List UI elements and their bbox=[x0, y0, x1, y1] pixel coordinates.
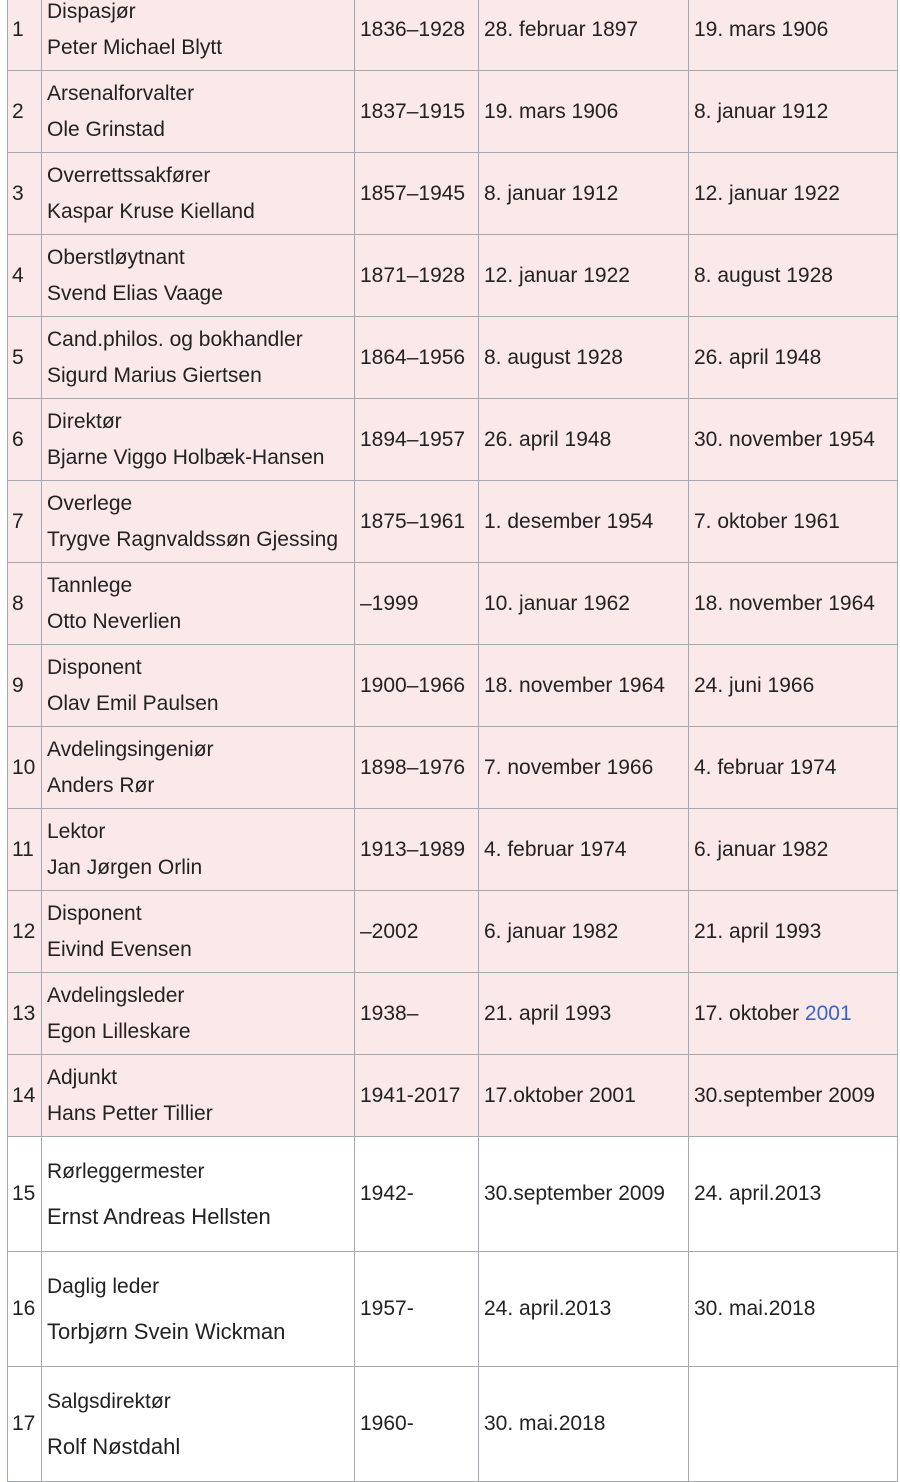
term-start: 30. mai.2018 bbox=[479, 1367, 689, 1482]
term-end-text: 19. mars 1906 bbox=[694, 17, 829, 41]
term-end bbox=[689, 317, 898, 399]
person-title: Salgsdirektør bbox=[47, 1390, 171, 1413]
term-start: 1. desember 1954 bbox=[479, 481, 689, 563]
term-end bbox=[689, 645, 898, 727]
row-number: 9 bbox=[8, 645, 42, 727]
person-cell bbox=[42, 1055, 355, 1137]
person-title: Rørleggermester bbox=[47, 1160, 205, 1183]
term-end bbox=[689, 1137, 898, 1252]
person-title: Overrettssakfører bbox=[47, 164, 211, 187]
person-cell bbox=[42, 809, 355, 891]
person-cell bbox=[42, 1252, 355, 1367]
life-years: –1999 bbox=[355, 563, 479, 645]
person-name: Egon Lilleskare bbox=[47, 1020, 191, 1043]
row-number: 2 bbox=[8, 71, 42, 153]
row-number: 15 bbox=[8, 1137, 42, 1252]
person-title: Overlege bbox=[47, 492, 133, 515]
table-row bbox=[8, 891, 898, 973]
term-start: 8. januar 1912 bbox=[479, 153, 689, 235]
person-cell bbox=[42, 153, 355, 235]
term-end-text: 18. november 1964 bbox=[694, 591, 875, 615]
row-number: 8 bbox=[8, 563, 42, 645]
life-years: 1938– bbox=[355, 973, 479, 1055]
row-number: 16 bbox=[8, 1252, 42, 1367]
row-number: 11 bbox=[8, 809, 42, 891]
row-number: 1 bbox=[8, 0, 42, 71]
table-row bbox=[8, 563, 898, 645]
term-end bbox=[689, 0, 898, 71]
table-row bbox=[8, 645, 898, 727]
term-end-text: 17. oktober bbox=[694, 1001, 805, 1025]
table-row bbox=[8, 317, 898, 399]
table-row bbox=[8, 1137, 898, 1252]
term-end-text: 8. januar 1912 bbox=[694, 99, 829, 123]
row-number: 10 bbox=[8, 727, 42, 809]
term-end bbox=[689, 1252, 898, 1367]
term-start: 8. august 1928 bbox=[479, 317, 689, 399]
person-name: Eivind Evensen bbox=[47, 938, 192, 961]
table-row bbox=[8, 235, 898, 317]
person-title: Disponent bbox=[47, 656, 142, 679]
table-row bbox=[8, 809, 898, 891]
term-end-text: 30.september 2009 bbox=[694, 1083, 875, 1107]
person-name: Ole Grinstad bbox=[47, 118, 165, 141]
person-cell bbox=[42, 235, 355, 317]
person-title: Arsenalforvalter bbox=[47, 82, 195, 105]
person-name: Kaspar Kruse Kielland bbox=[47, 200, 255, 223]
table-row bbox=[8, 973, 898, 1055]
term-end-text: 6. januar 1982 bbox=[694, 837, 829, 861]
person-name: Svend Elias Vaage bbox=[47, 282, 223, 305]
row-number: 6 bbox=[8, 399, 42, 481]
life-years: 1894–1957 bbox=[355, 399, 479, 481]
table-row bbox=[8, 1367, 898, 1482]
person-title: Direktør bbox=[47, 410, 122, 433]
term-end bbox=[689, 399, 898, 481]
term-start: 17.oktober 2001 bbox=[479, 1055, 689, 1137]
person-title: Cand.philos. og bokhandler bbox=[47, 328, 303, 351]
table-row bbox=[8, 153, 898, 235]
term-end bbox=[689, 1055, 898, 1137]
term-end bbox=[689, 1367, 898, 1482]
life-years: –2002 bbox=[355, 891, 479, 973]
person-name: Torbjørn Svein Wickman bbox=[47, 1319, 286, 1344]
term-end bbox=[689, 235, 898, 317]
term-end bbox=[689, 809, 898, 891]
person-name: Jan Jørgen Orlin bbox=[47, 856, 203, 879]
person-name: Sigurd Marius Giertsen bbox=[47, 364, 262, 387]
term-end-text: 12. januar 1922 bbox=[694, 181, 840, 205]
person-title: Avdelingsingeniør bbox=[47, 738, 214, 761]
person-name: Peter Michael Blytt bbox=[47, 36, 223, 59]
term-end bbox=[689, 973, 898, 1055]
term-start: 12. januar 1922 bbox=[479, 235, 689, 317]
term-start: 28. februar 1897 bbox=[479, 0, 689, 71]
table-row bbox=[8, 1252, 898, 1367]
term-end bbox=[689, 891, 898, 973]
term-end-text: 24. juni 1966 bbox=[694, 673, 815, 697]
table-body bbox=[8, 0, 898, 1482]
term-end bbox=[689, 563, 898, 645]
person-name: Rolf Nøstdahl bbox=[47, 1434, 181, 1459]
life-years: 1837–1915 bbox=[355, 71, 479, 153]
life-years: 1875–1961 bbox=[355, 481, 479, 563]
row-number: 17 bbox=[8, 1367, 42, 1482]
term-end-text: 30. mai.2018 bbox=[694, 1297, 816, 1320]
person-name: Hans Petter Tillier bbox=[47, 1102, 213, 1125]
life-years: 1941-2017 bbox=[355, 1055, 479, 1137]
row-number: 14 bbox=[8, 1055, 42, 1137]
year-link[interactable]: 2001 bbox=[804, 1001, 852, 1025]
life-years: 1864–1956 bbox=[355, 317, 479, 399]
person-title: Avdelingsleder bbox=[47, 984, 185, 1007]
term-end-text: 21. april 1993 bbox=[694, 919, 822, 943]
term-end bbox=[689, 727, 898, 809]
person-title: Oberstløytnant bbox=[47, 246, 185, 269]
person-cell bbox=[42, 1367, 355, 1482]
table-row bbox=[8, 71, 898, 153]
person-title: Lektor bbox=[47, 820, 106, 843]
life-years: 1836–1928 bbox=[355, 0, 479, 71]
person-title: Tannlege bbox=[47, 574, 133, 597]
term-start: 26. april 1948 bbox=[479, 399, 689, 481]
person-cell bbox=[42, 1137, 355, 1252]
row-number: 3 bbox=[8, 153, 42, 235]
term-start: 7. november 1966 bbox=[479, 727, 689, 809]
officeholders-table bbox=[7, 0, 898, 1482]
term-start: 6. januar 1982 bbox=[479, 891, 689, 973]
term-end-text: 26. april 1948 bbox=[694, 345, 822, 369]
person-name: Trygve Ragnvaldssøn Gjessing bbox=[47, 528, 339, 551]
term-end-text: 7. oktober 1961 bbox=[694, 509, 840, 533]
person-cell bbox=[42, 0, 355, 71]
person-cell bbox=[42, 399, 355, 481]
term-end-text: 8. august 1928 bbox=[694, 263, 833, 287]
life-years: 1913–1989 bbox=[355, 809, 479, 891]
term-end-text: 4. februar 1974 bbox=[694, 755, 837, 779]
table-row bbox=[8, 727, 898, 809]
person-name: Ernst Andreas Hellsten bbox=[47, 1204, 271, 1229]
term-start: 30.september 2009 bbox=[479, 1137, 689, 1252]
person-title: Daglig leder bbox=[47, 1275, 160, 1298]
row-number: 5 bbox=[8, 317, 42, 399]
term-start: 24. april.2013 bbox=[479, 1252, 689, 1367]
table-row bbox=[8, 481, 898, 563]
table-row bbox=[8, 399, 898, 481]
term-end bbox=[689, 153, 898, 235]
person-cell bbox=[42, 71, 355, 153]
row-number: 12 bbox=[8, 891, 42, 973]
person-cell bbox=[42, 645, 355, 727]
term-start: 18. november 1964 bbox=[479, 645, 689, 727]
person-cell bbox=[42, 481, 355, 563]
row-number: 13 bbox=[8, 973, 42, 1055]
person-cell bbox=[42, 563, 355, 645]
term-start: 21. april 1993 bbox=[479, 973, 689, 1055]
term-end bbox=[689, 71, 898, 153]
person-title: Dispasjør bbox=[47, 0, 136, 23]
person-cell bbox=[42, 891, 355, 973]
term-end bbox=[689, 481, 898, 563]
life-years: 1960- bbox=[355, 1367, 479, 1482]
life-years: 1900–1966 bbox=[355, 645, 479, 727]
person-name: Bjarne Viggo Holbæk-Hansen bbox=[47, 446, 325, 469]
person-cell bbox=[42, 973, 355, 1055]
table-row bbox=[8, 1055, 898, 1137]
person-title: Disponent bbox=[47, 902, 142, 925]
life-years: 1942- bbox=[355, 1137, 479, 1252]
life-years: 1957- bbox=[355, 1252, 479, 1367]
person-name: Anders Rør bbox=[47, 774, 155, 797]
person-cell bbox=[42, 727, 355, 809]
term-start: 10. januar 1962 bbox=[479, 563, 689, 645]
life-years: 1871–1928 bbox=[355, 235, 479, 317]
person-name: Olav Emil Paulsen bbox=[47, 692, 219, 715]
person-title: Adjunkt bbox=[47, 1066, 118, 1089]
term-end-text: 30. november 1954 bbox=[694, 427, 875, 451]
person-cell bbox=[42, 317, 355, 399]
term-start: 4. februar 1974 bbox=[479, 809, 689, 891]
row-number: 7 bbox=[8, 481, 42, 563]
term-start: 19. mars 1906 bbox=[479, 71, 689, 153]
person-name: Otto Neverlien bbox=[47, 610, 182, 633]
term-end-text: 24. april.2013 bbox=[694, 1182, 822, 1205]
life-years: 1898–1976 bbox=[355, 727, 479, 809]
table-row bbox=[8, 0, 898, 71]
life-years: 1857–1945 bbox=[355, 153, 479, 235]
row-number: 4 bbox=[8, 235, 42, 317]
